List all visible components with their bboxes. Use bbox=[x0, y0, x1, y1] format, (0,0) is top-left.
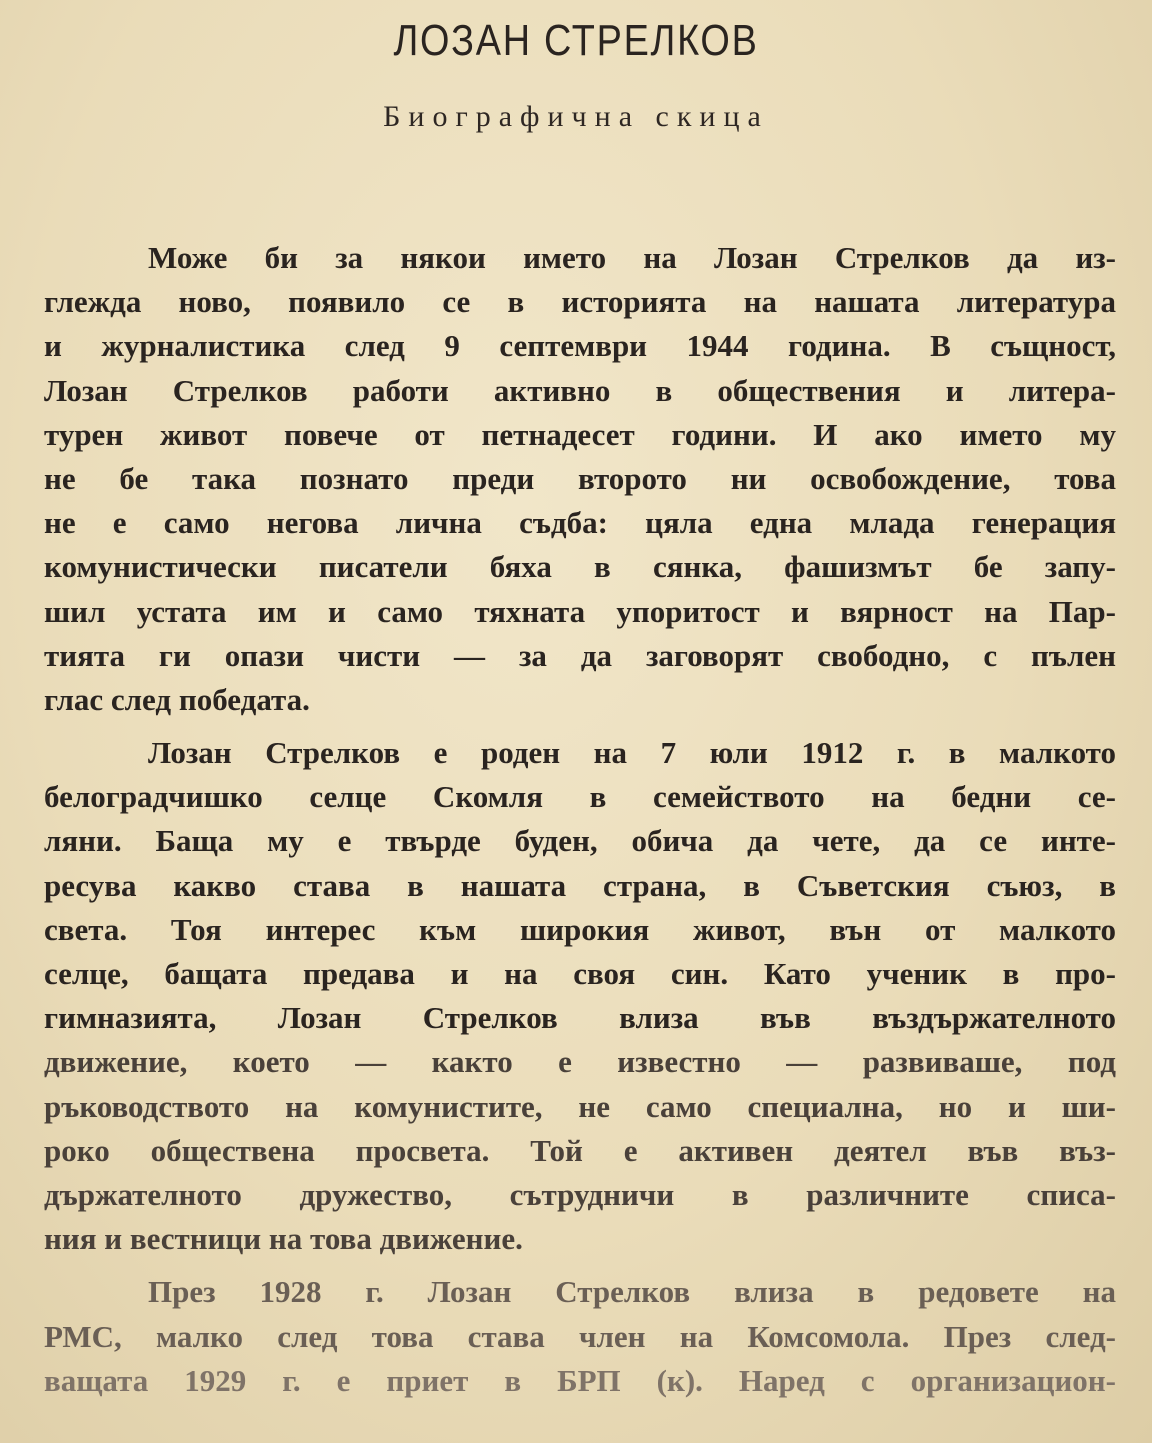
text-line: движение, което — както е известно — развиваше, под bbox=[44, 1044, 1116, 1080]
text-line: селце, бащата предава и на своя син. Като ученик в про- bbox=[44, 956, 1116, 991]
text-line: Лозан Стрелков работи активно в обществения и литера- bbox=[44, 372, 1116, 408]
text-line: и журналистика след 9 септември 1944 година. В същност, bbox=[44, 328, 1116, 364]
text-line: РМС, малко след това става член на Комсомола. През след- bbox=[44, 1318, 1116, 1354]
text-line: През 1928 г. Лозан Стрелков влиза в редовете на bbox=[148, 1274, 1116, 1310]
text-line: роко обществена просвета. Той е активен деятел във въз- bbox=[44, 1132, 1116, 1168]
text-line: ръководството на комунистите, не само специална, но и ши- bbox=[44, 1088, 1116, 1124]
text-line: ващата 1929 г. е приет в БРП (к). Наред с организацион- bbox=[44, 1362, 1116, 1398]
text-line: не е само негова лична съдба: цяла една млада генерация bbox=[44, 505, 1116, 541]
text-line: ляни. Баща му е твърде буден, обича да чете, да се инте- bbox=[44, 823, 1116, 859]
text-line: глежда ново, появило се в историята на нашата литература bbox=[44, 284, 1116, 320]
page-title: ЛОЗАН СТРЕЛКОВ bbox=[393, 16, 759, 65]
text-line: тията ги опази чисти — за да заговорят свободно, с пълен bbox=[44, 637, 1116, 673]
text-line: света. Тоя интерес към широкия живот, вън от малкото bbox=[44, 911, 1116, 947]
paragraph-gap bbox=[44, 1261, 1116, 1270]
paragraph-1 bbox=[44, 236, 1116, 722]
text-line: комунистически писатели бяха в сянка, фашизмът бе запу- bbox=[44, 549, 1116, 585]
paragraph-3 bbox=[44, 1270, 1116, 1403]
text-line: глас след победата. bbox=[44, 681, 310, 717]
text-line: не бе така познато преди второто ни освобождение, това bbox=[44, 460, 1116, 496]
text-line: гимназията, Лозан Стрелков влиза във въздържателното bbox=[44, 1000, 1116, 1036]
text-line: турен живот повече от петнадесет години. И ако името му bbox=[44, 416, 1116, 452]
text-line: Лозан Стрелков е роден на 7 юли 1912 г. в малкото bbox=[148, 735, 1116, 771]
text-line: шил устата им и само тяхната упоритост и вярност на Пар- bbox=[44, 593, 1116, 629]
text-line: държателното дружество, сътрудничи в различните списа- bbox=[44, 1176, 1116, 1212]
body-text bbox=[44, 236, 1116, 1403]
text-line: ния и вестници на това движение. bbox=[44, 1221, 523, 1257]
page-subtitle: Биографична скица bbox=[383, 100, 769, 133]
paragraph-gap bbox=[44, 722, 1116, 731]
text-line: ресува какво става в нашата страна, в Съветския съюз, в bbox=[44, 867, 1116, 903]
text-line: белоградчишко селце Скомля в семейството на бедни се- bbox=[44, 779, 1116, 815]
text-line: Може би за някои името на Лозан Стрелков да из- bbox=[148, 240, 1116, 275]
paragraph-2 bbox=[44, 731, 1116, 1261]
